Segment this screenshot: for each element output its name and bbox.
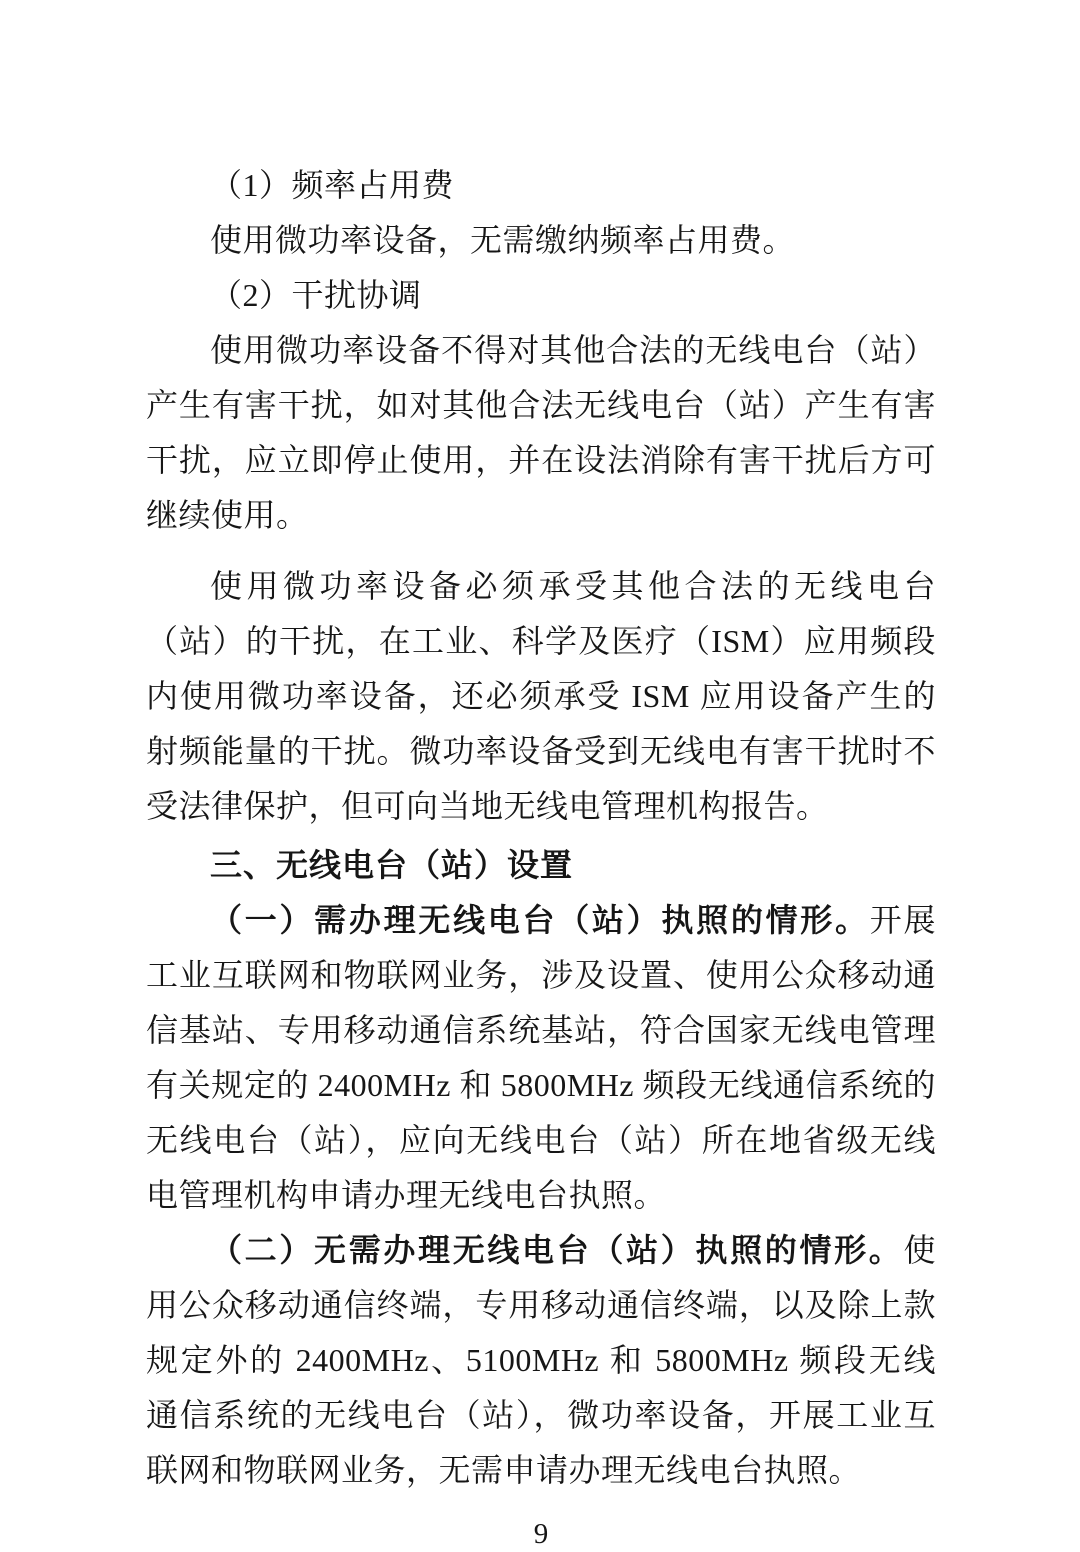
item-2-interference-coordination-label: （2）干扰协调 [210,277,422,313]
subsection-2-license-not-required [146,1223,936,1498]
section-3-heading: 三、无线电台（站）设置 [210,847,574,883]
subsection-1-text: 开展工业互联网和物联网业务，涉及设置、使用公众移动通信基站、专用移动通信系统基站，符合国家无线电管理有关规定的 2400MHz 和 5800MHz 频段无线通信系统的无线电台（站），应向无线电台（站）所在地省级无线电管理机构申请办理无线电台执照。 [146,902,936,1213]
subsection-2-text: 使用公众移动通信终端，专用移动通信终端，以及除上款规定外的 2400MHz、5100MHz 和 5800MHz 频段无线通信系统的无线电台（站），微功率设备，开展工业互联网和物联网业务，无需申请办理无线电台执照。 [146,1232,936,1488]
item-1-frequency-fee-body: 使用微功率设备，无需缴纳频率占用费。 [210,222,796,258]
para-must-accept-interference: 使用微功率设备必须承受其他合法的无线电台（站）的干扰，在工业、科学及医疗（ISM）应用频段内使用微功率设备，还必须承受 ISM 应用设备产生的射频能量的干扰。微功率设备受到无线电有害干扰时不受法律保护，但可向当地无线电管理机构报告。 [146,568,936,824]
subsection-1-title: （一）需办理无线电台（站）执照的情形。 [210,902,870,938]
page-number: 9 [533,1518,549,1550]
subsection-1-license-required [146,893,936,1223]
para-no-harmful-interference: 使用微功率设备不得对其他合法的无线电台（站）产生有害干扰，如对其他合法无线电台（站）产生有害干扰，应立即停止使用，并在设法消除有害干扰后方可继续使用。 [146,332,936,533]
item-1-frequency-fee-label: （1）频率占用费 [210,167,455,203]
subsection-2-title: （二）无需办理无线电台（站）执照的情形。 [210,1232,904,1268]
